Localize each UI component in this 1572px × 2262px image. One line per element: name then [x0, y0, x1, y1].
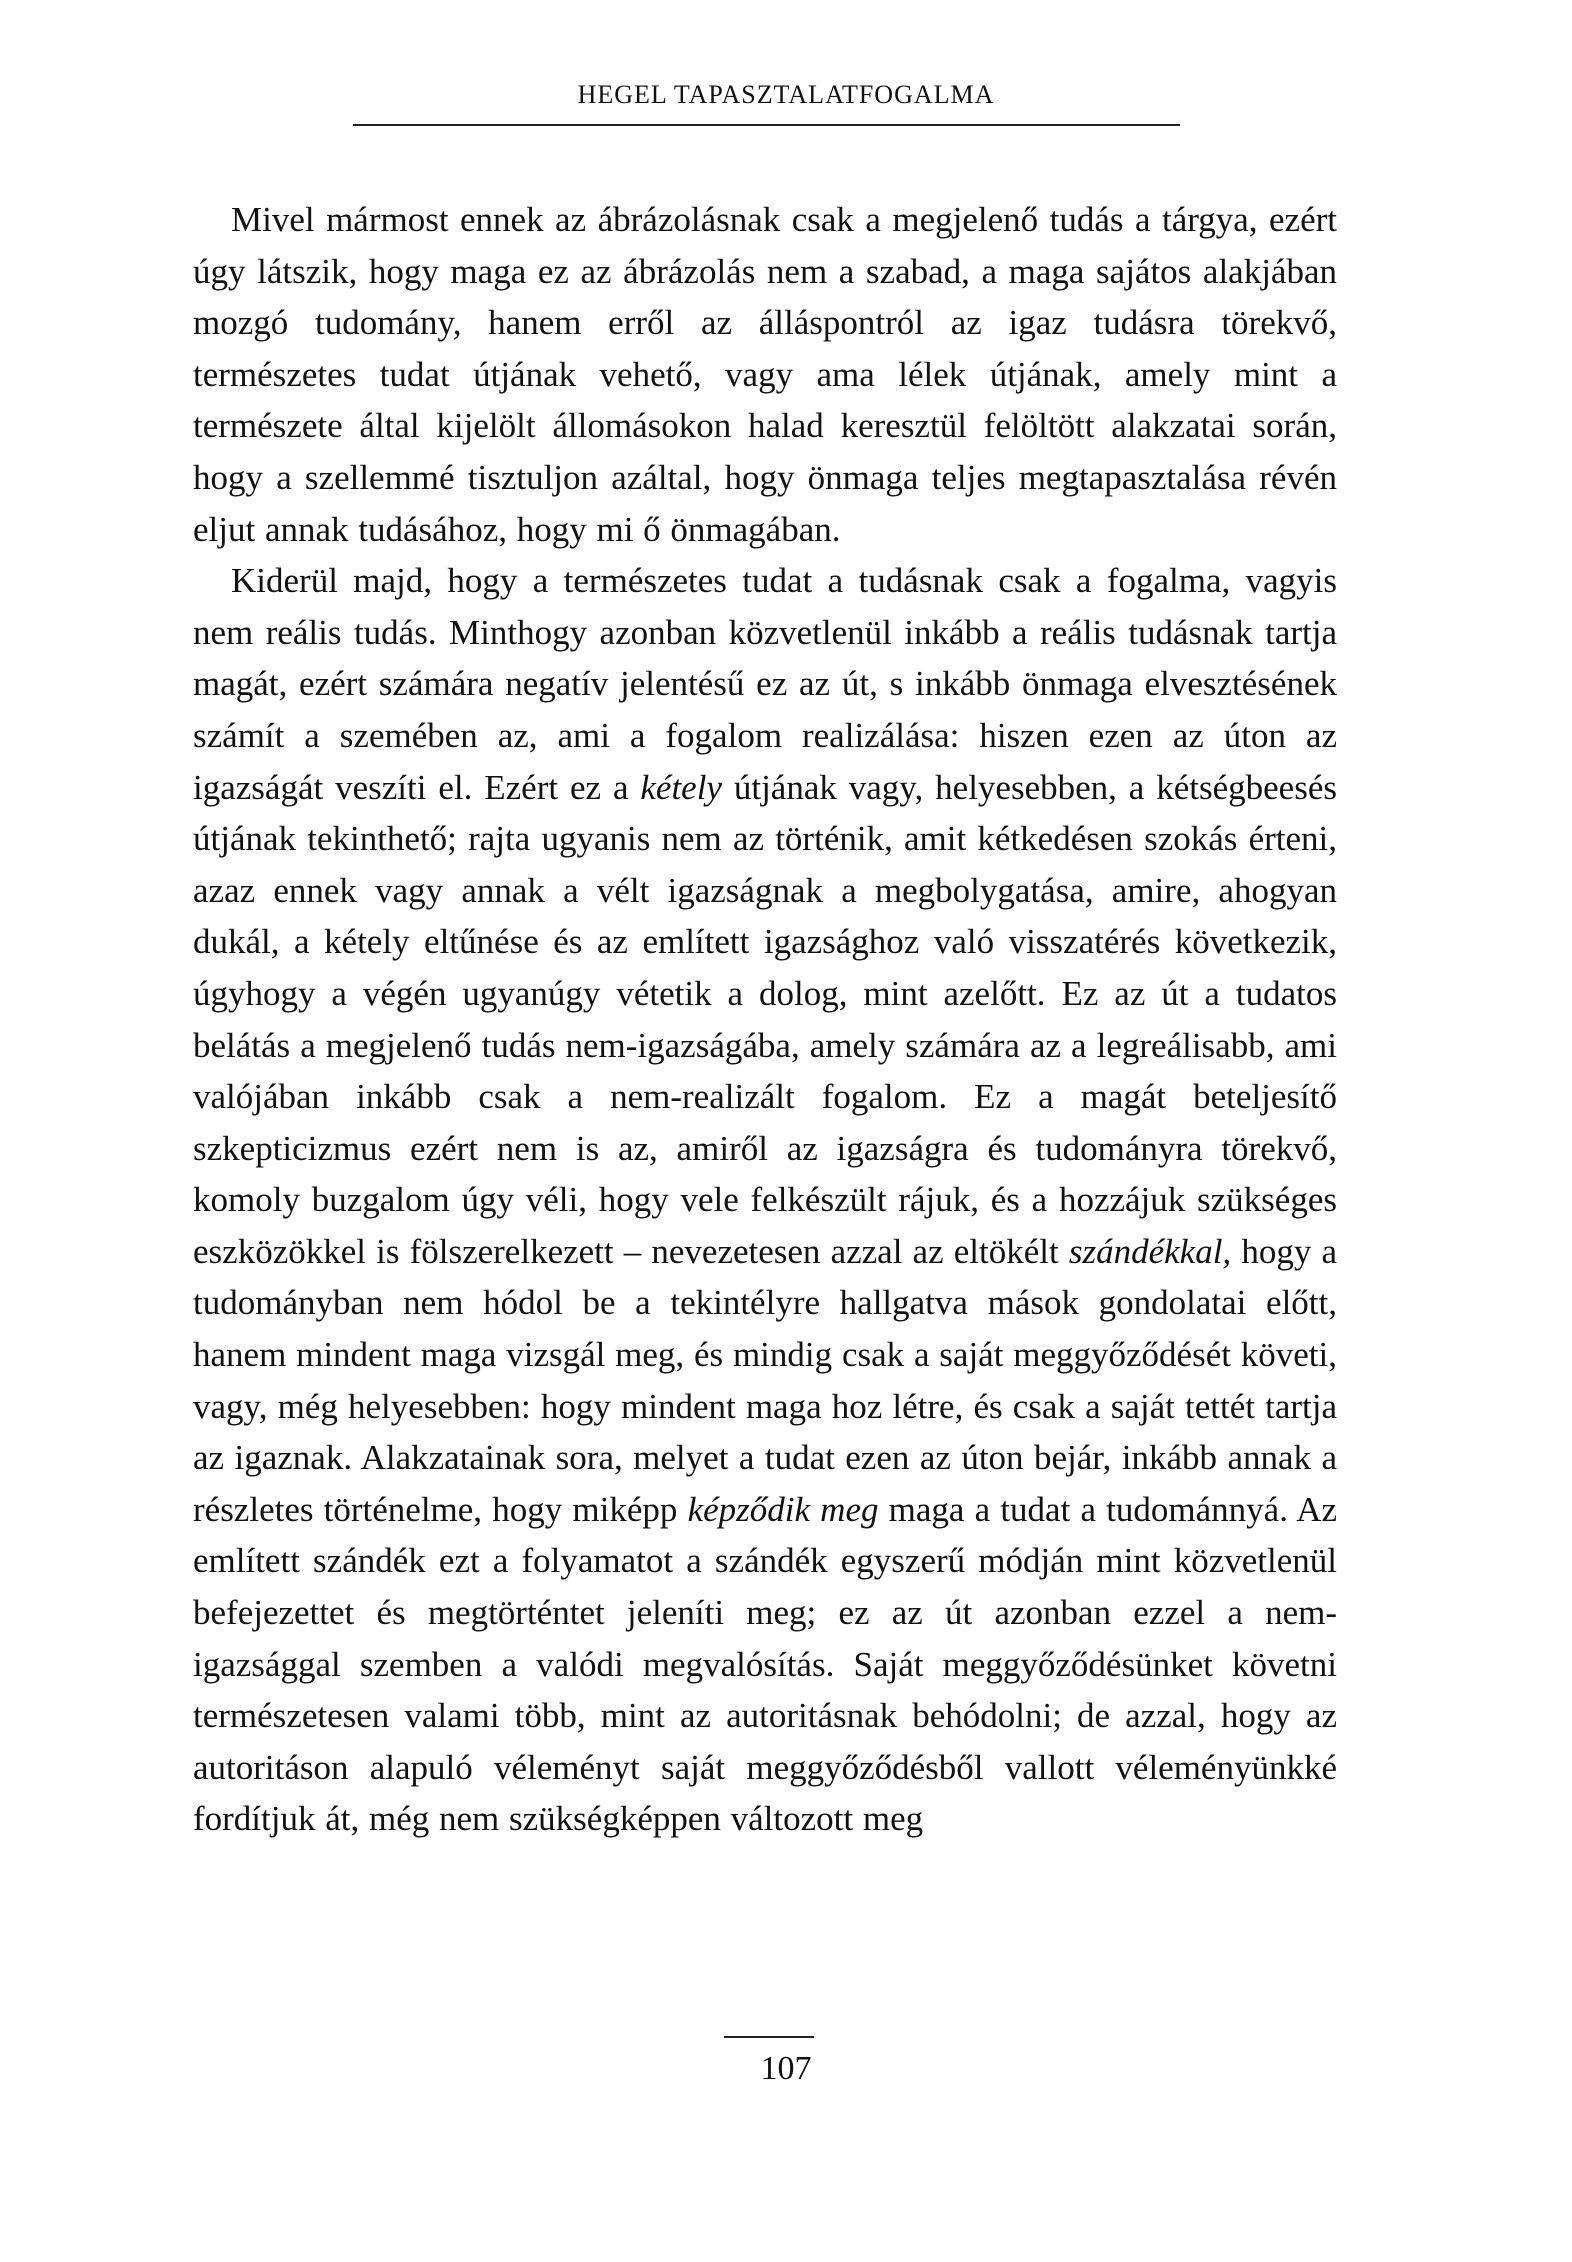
paragraph-2-text-b: útjának vagy, helyesebben, a kétségbeesés útjának tekinthető; rajta ugyanis nem az történik, amit kétkedésen szokás érteni, azaz ennek vagy annak a vélt igazságnak a megbolygatása, amire, ahogyan dukál, a kétely eltűnése és az említett igazsághoz való visszatérés következik, úgyhogy a végén ugyanúgy vétetik a dolog, mint azelőtt. Ez az út a tudatos belátás a megjelenő tudás nem-igazságába, amely számára az a legreálisabb, ami valójában inkább csak a nem-realizált fogalom. Ez a magát beteljesítő szkepticizmus ezért nem is az, amiről az igazságra és tudományra törekvő, komoly buzgalom úgy véli, hogy vele felkészült rájuk, és a hozzájuk szükséges eszközökkel is fölszerelkezett – nevezetesen azzal az eltökélt — [193, 767, 1337, 1271]
paragraph-1-text: Mivel mármost ennek az ábrázolásnak csak a megjelenő tudás a tárgya, ezért úgy látszik, hogy maga ez az ábrázolás nem a szabad, a maga sajátos alakjában mozgó tudomány, hanem erről az álláspontról az igaz tudásra törekvő, természetes tudat útjának vehető, vagy ama lélek útjának, amely mint a természete által kijelölt állomásokon halad keresztül felöltött alakzatai során, hogy a szellemmé tisztuljon azáltal, hogy önmaga teljes megtapasztalása révén eljut annak tudásához, hogy mi ő önmagában. — [193, 200, 1337, 549]
paragraph-2-text-a: Kiderül majd, hogy a természetes tudat a tudásnak csak a fogalma, vagyis nem reális tudás. Minthogy azonban közvetlenül inkább a reális tudásnak tartja magát, ezért számára negatív jelentésű ez az út, s inkább önmaga elvesztésének számít a szemében az, ami a fogalom realizálása: hiszen ezen az úton az igazságát veszíti el. Ezért ez a — [193, 561, 1337, 807]
paragraph-2-text-d: maga a tudat a tudománnyá. Az említett szándék ezt a folyamatot a szándék egyszerű módján mint közvetlenül befejezettet és megtörténtet jeleníti meg; ez az út azonban ezzel a nem-igazsággal szemben a valódi megvalósítás. Saját meggyőződésünket követni természetesen valami több, mint az autoritásnak behódolni; de azzal, hogy az autoritáson alapuló véleményt saját meggyőződésből vallott véleményünkké fordítjuk át, még nem szükségképpen változott meg — [193, 1489, 1337, 1839]
header-rule — [353, 124, 1180, 126]
emphasis-szandekkal: szándékkal, — [1068, 1231, 1232, 1271]
paragraph-2-text-c: hogy a tudományban nem hódol be a tekintélyre hallgatva mások gondolatai előtt, hanem mindent maga vizsgál meg, és mindig csak a saját meggyőződését követi, vagy, még helyesebben: hogy mindent maga hoz létre, és csak a saját tettét tartja az igaznak. Alakzatainak sora, melyet a tudat ezen az úton bejár, inkább annak a részletes történelme, hogy miképp — [193, 1231, 1337, 1529]
paragraph-2 — [193, 555, 1337, 1845]
running-head — [0, 80, 1572, 110]
page-number: 107 — [760, 2050, 812, 2087]
body-text — [193, 194, 1337, 2004]
page-number-rule — [724, 2036, 814, 2038]
emphasis-ketely: kétely — [640, 767, 722, 807]
running-head-text: HEGEL TAPASZTALATFOGALMA — [577, 80, 995, 109]
emphasis-kepzodik-meg: képződik meg — [687, 1489, 879, 1529]
paragraph-1 — [193, 194, 1337, 555]
